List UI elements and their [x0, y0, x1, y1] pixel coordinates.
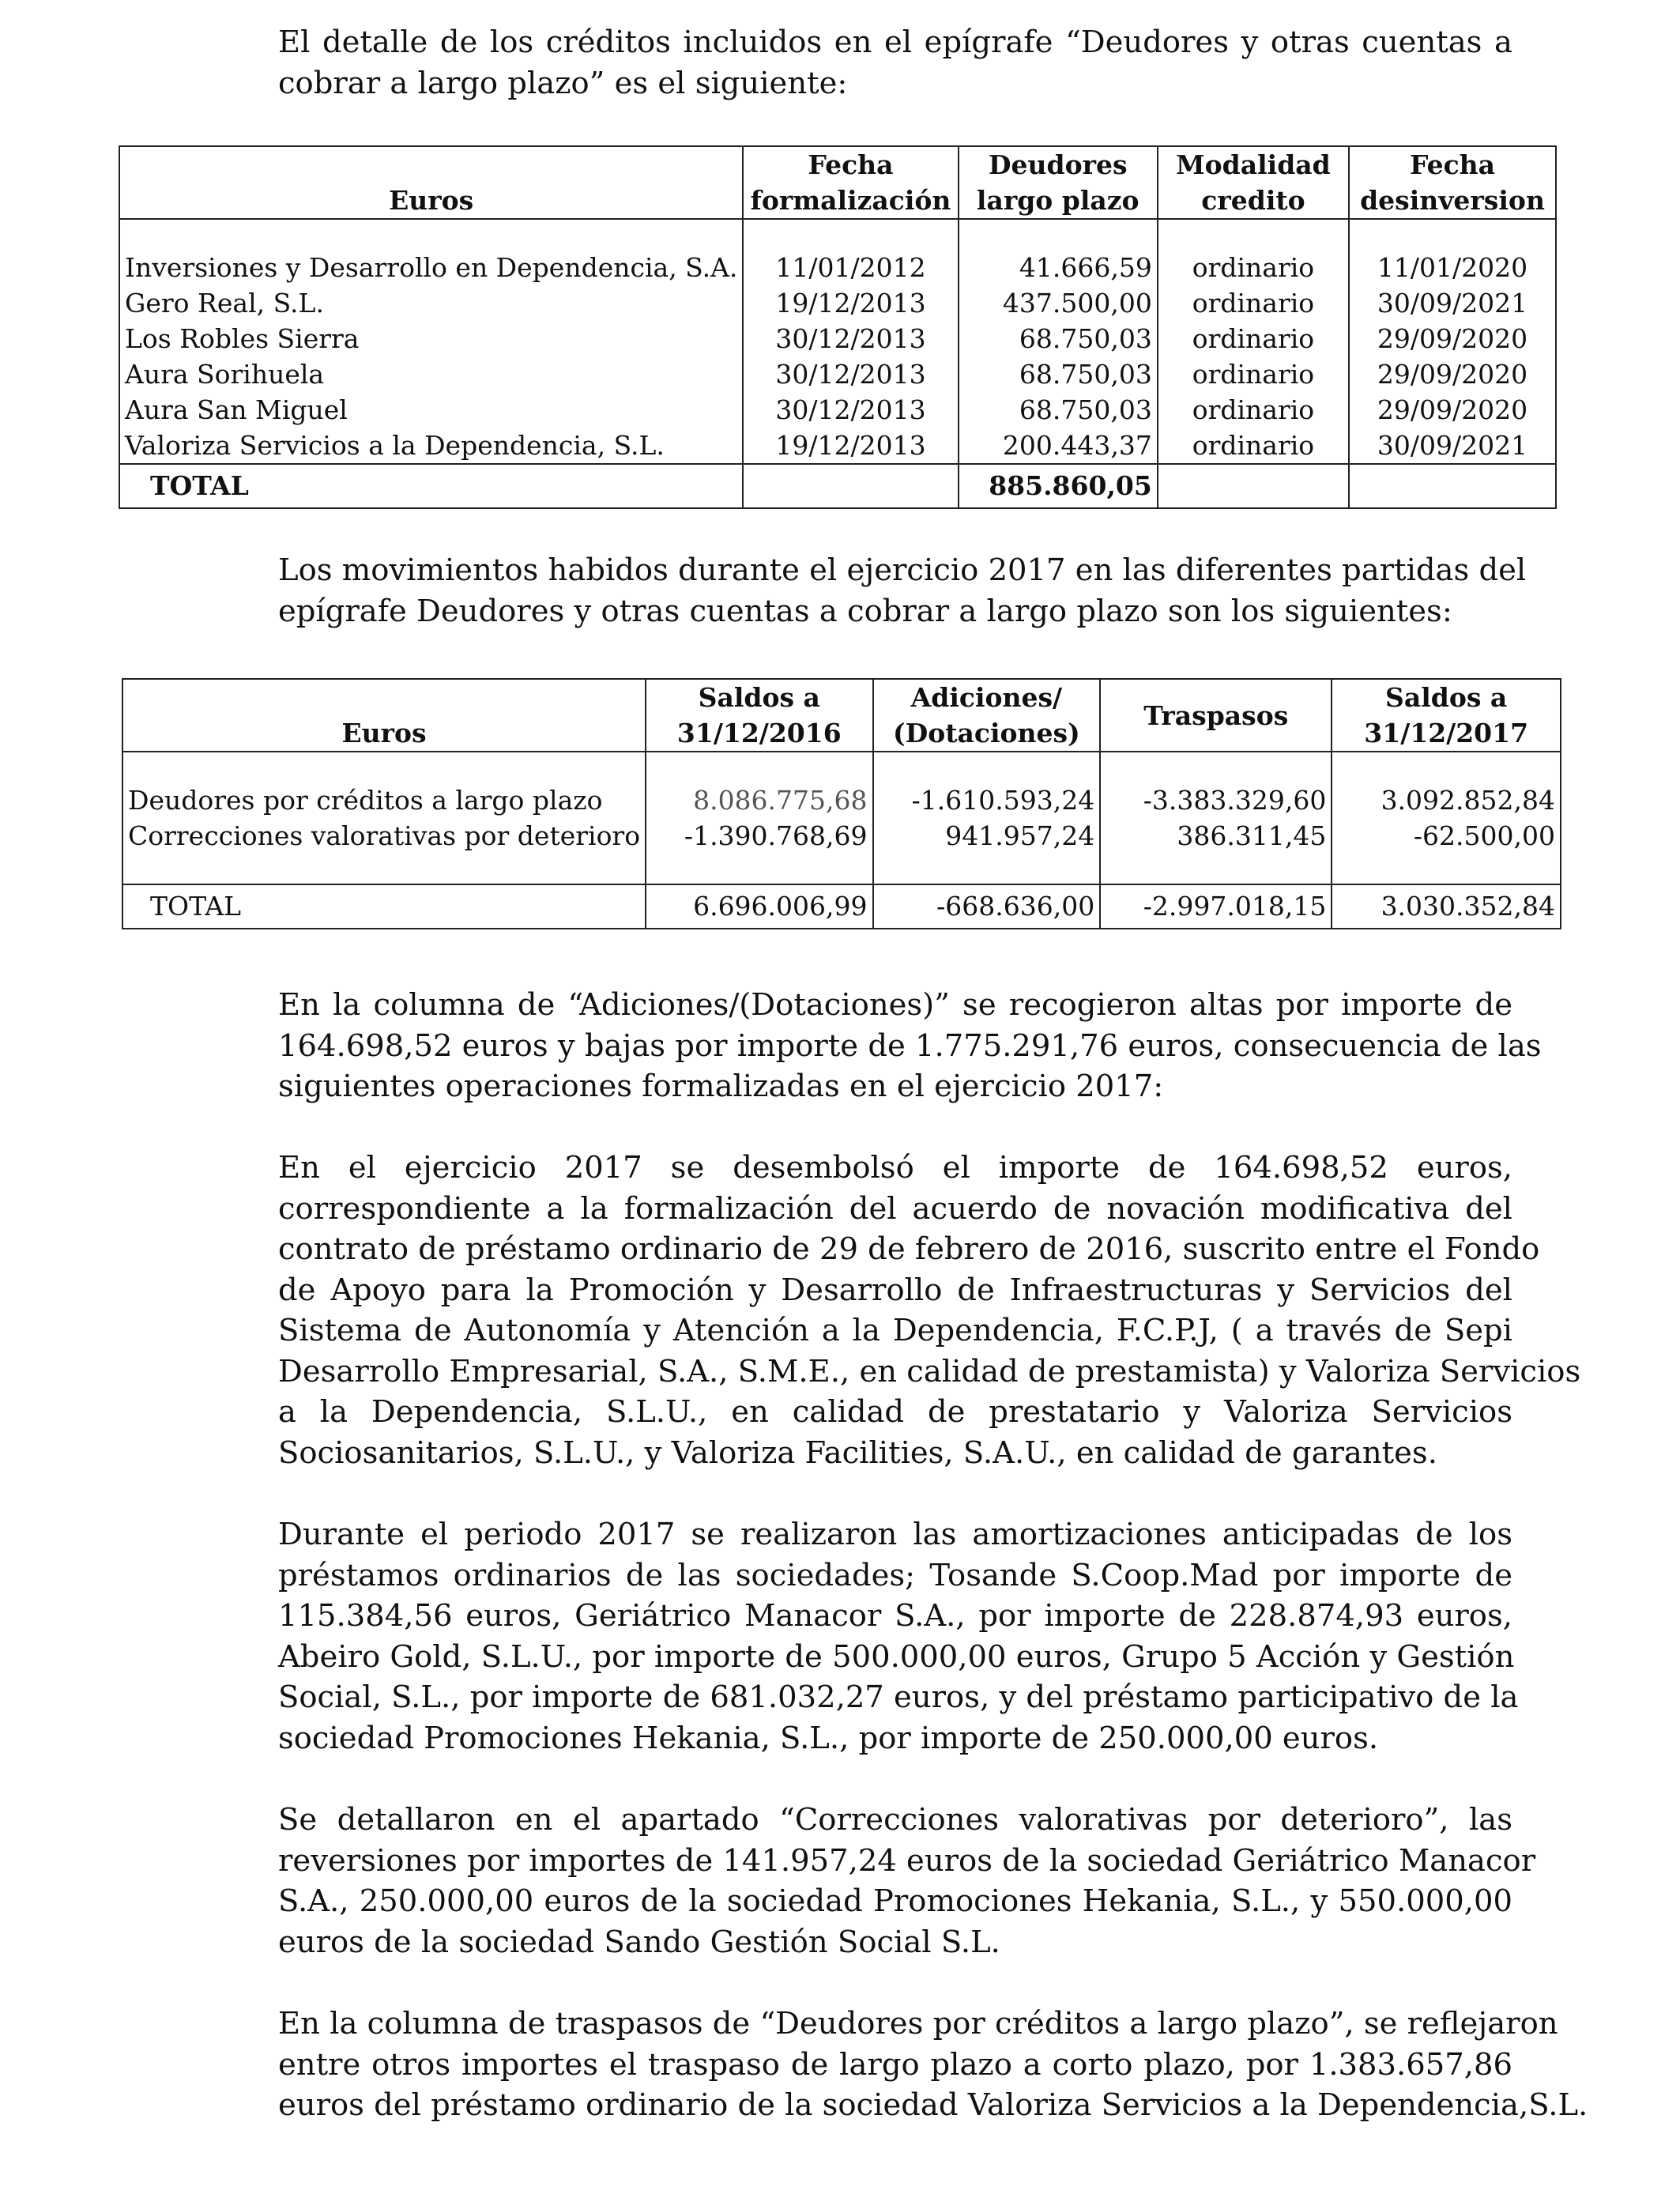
- table-total-row: [119, 464, 1556, 508]
- text-line: sociedad Promociones Hekania, S.L., por importe de 250.000,00 euros.: [278, 1720, 1379, 1756]
- text-line: euros del préstamo ordinario de la sociedad Valoriza Servicios a la Dependencia,S.L.: [278, 2087, 1588, 2123]
- table-total-row: [122, 884, 1561, 929]
- long-term-debtors-amount: 68.750,03: [959, 321, 1158, 356]
- company-name: Valoriza Servicios a la Dependencia, S.L.: [119, 428, 743, 464]
- company-name: Inversiones y Desarrollo en Dependencia, S.A.: [119, 250, 743, 285]
- credit-type: ordinario: [1158, 250, 1349, 285]
- text-line: Durante el periodo 2017 se realizaron las amortizaciones anticipadas de los: [278, 1517, 1512, 1552]
- text-line: contrato de préstamo ordinario de 29 de febrero de 2016, suscrito entre el Fondo: [278, 1231, 1540, 1267]
- text-line: correspondiente a la formalización del acuerdo de novación modificativa del: [278, 1190, 1512, 1227]
- text-line: cobrar a largo plazo” es el siguiente:: [278, 65, 848, 101]
- column-header: Deudores largo plazo: [959, 146, 1158, 219]
- text-line: entre otros importes el traspaso de largo plazo a corto plazo, por 1.383.657,86: [278, 2046, 1512, 2083]
- divestment-date: 30/09/2021: [1349, 428, 1556, 464]
- text-line: siguientes operaciones formalizadas en el ejercicio 2017:: [278, 1069, 1164, 1104]
- body-paragraph-3: [278, 1514, 1519, 1759]
- formalization-date: 30/12/2013: [743, 356, 958, 392]
- credit-type: ordinario: [1158, 428, 1349, 464]
- intro-paragraph-2: [278, 550, 1527, 631]
- formalization-date: 19/12/2013: [743, 428, 958, 464]
- company-name: Aura San Miguel: [119, 392, 743, 428]
- column-header: Modalidad credito: [1158, 146, 1349, 219]
- table-row: [119, 428, 1556, 464]
- long-term-debtors-amount: 41.666,59: [959, 250, 1158, 285]
- formalization-date: 30/12/2013: [743, 321, 958, 356]
- column-header: Fecha desinversion: [1349, 146, 1556, 219]
- text-line: Social, S.L., por importe de 681.032,27 euros, y del préstamo participativo de la: [278, 1679, 1519, 1715]
- text-line: 115.384,56 euros, Geriátrico Manacor S.A., por importe de 228.874,93 euros,: [278, 1598, 1512, 1634]
- text-line: S.A., 250.000,00 euros de la sociedad Promociones Hekania, S.L., y 550.000,00: [278, 1883, 1512, 1919]
- table-row: [119, 250, 1556, 285]
- total-transfers: -2.997.018,15: [1100, 884, 1332, 929]
- transfers: -3.383.329,60: [1100, 782, 1332, 818]
- balance-2016: 8.086.775,68: [646, 782, 872, 818]
- text-line: epígrafe Deudores y otras cuentas a cobrar a largo plazo son los siguientes:: [278, 593, 1452, 629]
- text-line: préstamos ordinarios de las sociedades; Tosande S.Coop.Mad por importe de: [278, 1557, 1512, 1593]
- text-line: reversiones por importes de 141.957,24 euros de la sociedad Geriátrico Manacor: [278, 1842, 1536, 1879]
- table-header-row: [119, 146, 1556, 219]
- additions: 941.957,24: [873, 818, 1101, 854]
- total-value: 885.860,05: [959, 464, 1158, 508]
- table-row: [119, 321, 1556, 356]
- table-row: [119, 285, 1556, 321]
- total-label: TOTAL: [119, 464, 743, 508]
- table-row: [122, 818, 1561, 854]
- body-paragraph-1: [278, 985, 1542, 1107]
- formalization-date: 11/01/2012: [743, 250, 958, 285]
- text-line: de Apoyo para la Promoción y Desarrollo de Infraestructuras y Servicios del: [278, 1272, 1512, 1308]
- credits-detail-table: [119, 145, 1557, 509]
- text-line: En el ejercicio 2017 se desembolsó el importe de 164.698,52 euros,: [278, 1150, 1512, 1186]
- table-row: [122, 782, 1561, 818]
- column-header: Euros: [119, 146, 743, 219]
- line-item: Deudores por créditos a largo plazo: [122, 782, 646, 818]
- table-row: [119, 392, 1556, 428]
- column-header: Fecha formalización: [743, 146, 958, 219]
- table-row: [119, 356, 1556, 392]
- line-item: Correcciones valorativas por deterioro: [122, 818, 646, 854]
- company-name: Los Robles Sierra: [119, 321, 743, 356]
- total-balance-2016: 6.696.006,99: [646, 884, 872, 929]
- text-line: En la columna de “Adiciones/(Dotaciones)” se recogieron altas por importe de: [278, 987, 1512, 1023]
- column-header: Saldos a 31/12/2017: [1332, 679, 1561, 752]
- divestment-date: 30/09/2021: [1349, 285, 1556, 321]
- text-line: 164.698,52 euros y bajas por importe de 1.775.291,76 euros, consecuencia de las: [278, 1027, 1542, 1064]
- balance-2017: -62.500,00: [1332, 818, 1561, 854]
- column-header: Adiciones/ (Dotaciones): [873, 679, 1101, 752]
- text-line: a la Dependencia, S.L.U., en calidad de prestatario y Valoriza Servicios: [278, 1394, 1512, 1430]
- body-paragraph-4: [278, 1800, 1536, 1962]
- text-line: Los movimientos habidos durante el ejercicio 2017 en las diferentes partidas del: [278, 552, 1527, 588]
- balance-2017: 3.092.852,84: [1332, 782, 1561, 818]
- credit-type: ordinario: [1158, 321, 1349, 356]
- text-line: Abeiro Gold, S.L.U., por importe de 500.000,00 euros, Grupo 5 Acción y Gestión: [278, 1638, 1515, 1675]
- text-line: El detalle de los créditos incluidos en el epígrafe “Deudores y otras cuentas a: [278, 25, 1512, 60]
- company-name: Aura Sorihuela: [119, 356, 743, 392]
- movements-table: [122, 678, 1561, 929]
- text-line: Se detallaron en el apartado “Correcciones valorativas por deterioro”, las: [278, 1802, 1512, 1838]
- credit-type: ordinario: [1158, 392, 1349, 428]
- credit-type: ordinario: [1158, 356, 1349, 392]
- column-header: Traspasos: [1100, 679, 1332, 752]
- text-line: Desarrollo Empresarial, S.A., S.M.E., en calidad de prestamista) y Valoriza Servicios: [278, 1353, 1581, 1389]
- text-line: Sociosanitarios, S.L.U., y Valoriza Facilities, S.A.U., en calidad de garantes.: [278, 1434, 1437, 1471]
- divestment-date: 11/01/2020: [1349, 250, 1556, 285]
- text-line: En la columna de traspasos de “Deudores por créditos a largo plazo”, se reflejaron: [278, 2006, 1558, 2041]
- text-line: Sistema de Autonomía y Atención a la Dependencia, F.C.P.J, ( a través de Sepi: [278, 1313, 1512, 1348]
- divestment-date: 29/09/2020: [1349, 356, 1556, 392]
- transfers: 386.311,45: [1100, 818, 1332, 854]
- additions: -1.610.593,24: [873, 782, 1101, 818]
- column-header: Euros: [122, 679, 646, 752]
- divestment-date: 29/09/2020: [1349, 321, 1556, 356]
- table-header-row: [122, 679, 1561, 752]
- text-line: euros de la sociedad Sando Gestión Social S.L.: [278, 1924, 1000, 1960]
- divestment-date: 29/09/2020: [1349, 392, 1556, 428]
- long-term-debtors-amount: 200.443,37: [959, 428, 1158, 464]
- body-paragraph-2: [278, 1148, 1581, 1473]
- company-name: Gero Real, S.L.: [119, 285, 743, 321]
- body-paragraph-5: [278, 2004, 1588, 2126]
- total-label: TOTAL: [122, 884, 646, 929]
- long-term-debtors-amount: 68.750,03: [959, 356, 1158, 392]
- long-term-debtors-amount: 68.750,03: [959, 392, 1158, 428]
- formalization-date: 30/12/2013: [743, 392, 958, 428]
- credit-type: ordinario: [1158, 285, 1349, 321]
- formalization-date: 19/12/2013: [743, 285, 958, 321]
- long-term-debtors-amount: 437.500,00: [959, 285, 1158, 321]
- column-header: Saldos a 31/12/2016: [646, 679, 872, 752]
- intro-paragraph-1: [278, 22, 1512, 104]
- balance-2016: -1.390.768,69: [646, 818, 872, 854]
- total-additions: -668.636,00: [873, 884, 1101, 929]
- total-balance-2017: 3.030.352,84: [1332, 884, 1561, 929]
